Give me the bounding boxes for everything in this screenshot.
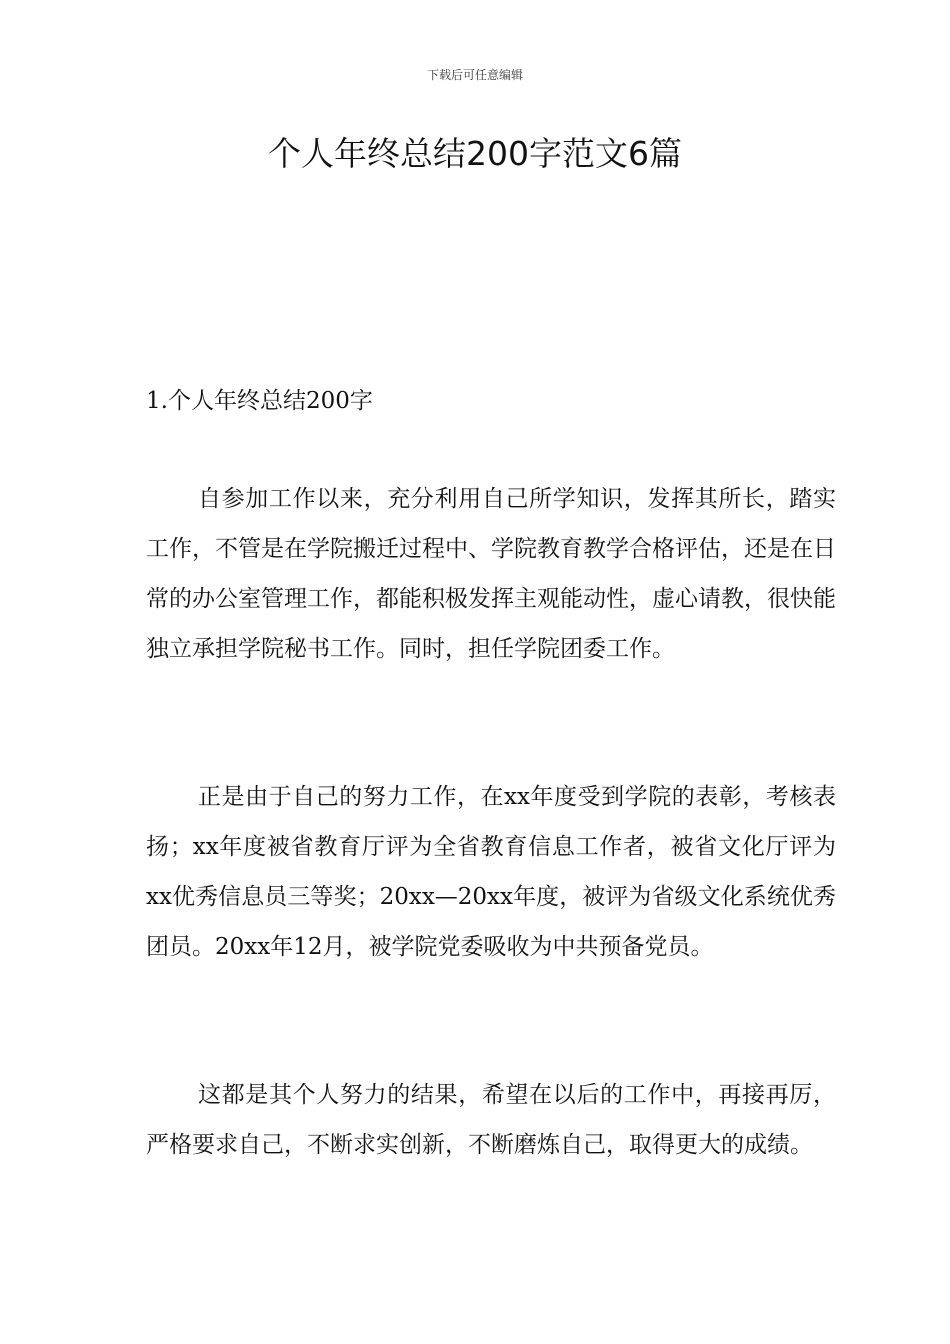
document-title: 个人年终总结200字范文6篇 xyxy=(268,134,682,173)
paragraph-2: 正是由于自己的努力工作，在xx年度受到学院的表彰，考核表扬；xx年度被省教育厅评为全省教育信息工作者，被省文化厅评为xx优秀信息员三等奖；20xx—20xx年度，被评为省级文化系统优秀团员。20xx年12月，被学院党委吸收为中共预备党员。 xyxy=(146,784,836,960)
paragraph-3: 这都是其个人努力的结果，希望在以后的工作中，再接再厉，严格要求自己，不断求实创新，不断磨炼自己，取得更大的成绩。 xyxy=(146,1082,836,1158)
paragraph-1: 自参加工作以来，充分利用自己所学知识，发挥其所长，踏实工作，不管是在学院搬迁过程中、学院教育教学合格评估，还是在日常的办公室管理工作，都能积极发挥主观能动性，虚心请教，很快能独立承担学院秘书工作。同时，担任学院团委工作。 xyxy=(146,486,836,662)
header-note: 下载后可任意编辑 xyxy=(426,68,523,82)
section-heading: 1.个人年终总结200字 xyxy=(146,388,373,414)
